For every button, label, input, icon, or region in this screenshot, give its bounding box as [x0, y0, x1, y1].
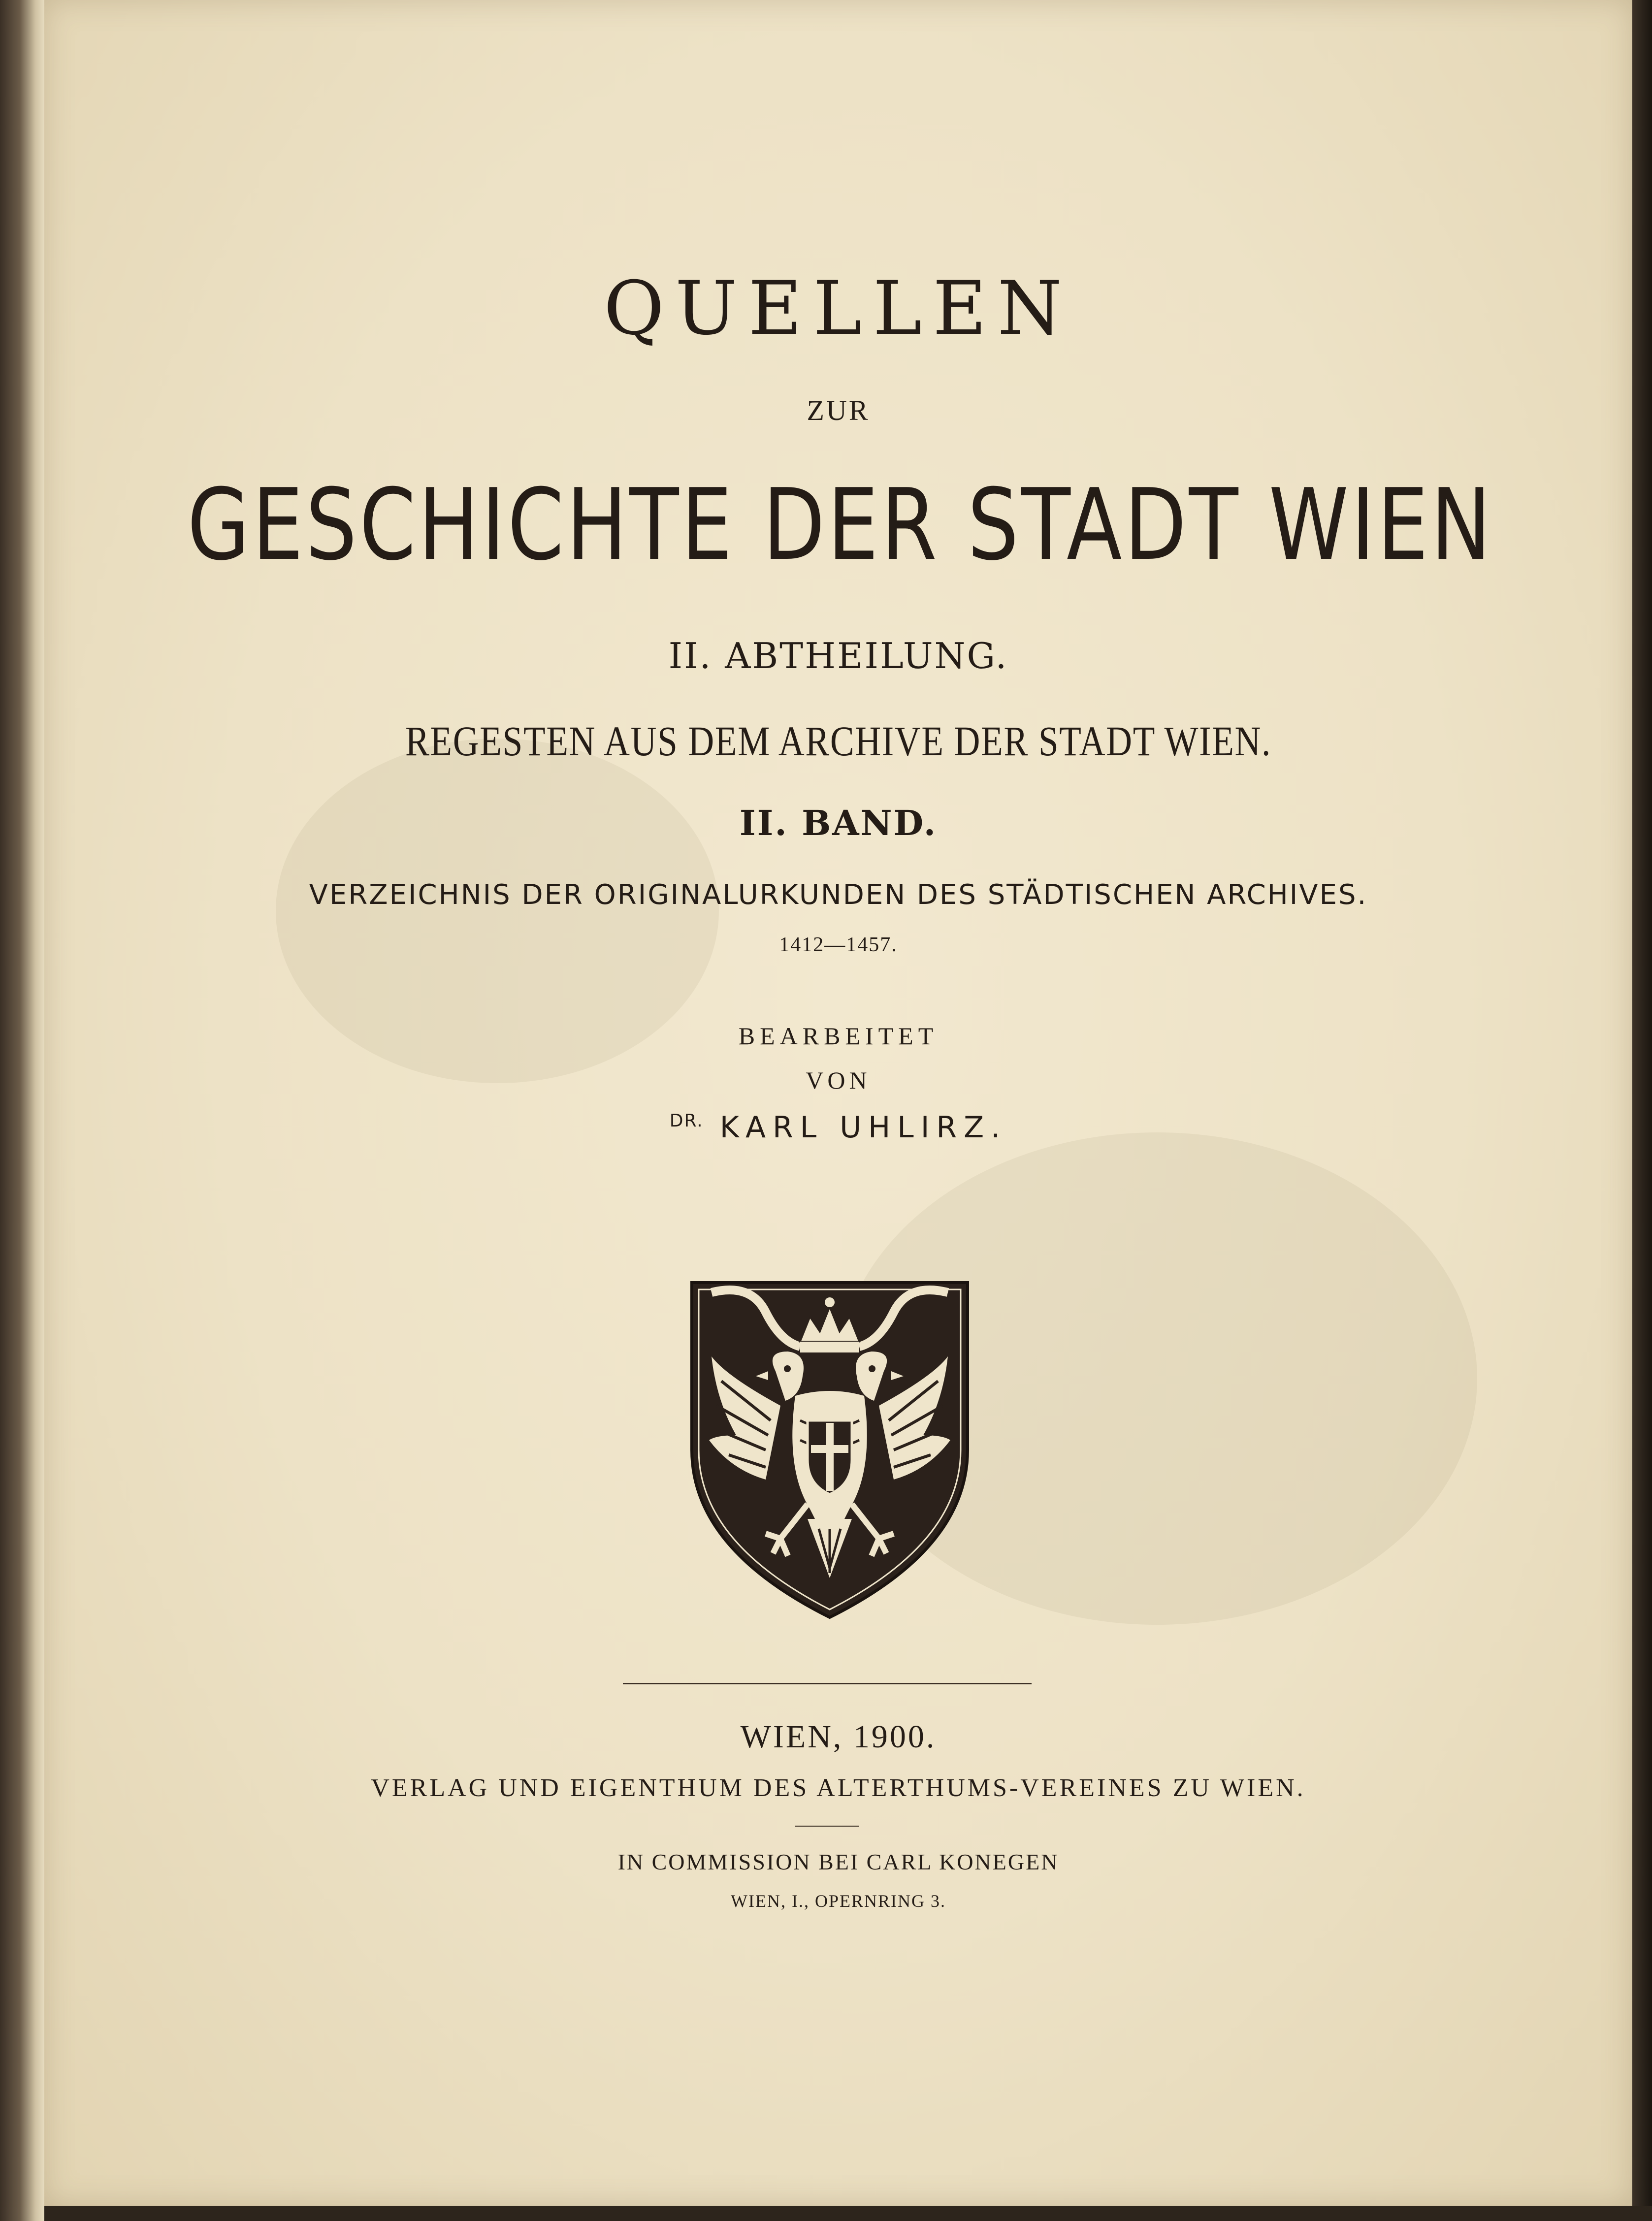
- volume-title: VERZEICHNIS DER ORIGINALURKUNDEN DES STÄDTISCHEN ARCHIVES.: [309, 879, 1368, 911]
- short-separator-rule: [795, 1826, 859, 1827]
- author-name: KARL UHLIRZ.: [719, 1110, 1007, 1145]
- imprint-address: WIEN, I., OPERNRING 3.: [731, 1891, 946, 1911]
- title-connector: ZUR: [807, 394, 870, 426]
- imprint-commission: IN COMMISSION BEI CARL KONEGEN: [617, 1849, 1059, 1874]
- imprint-place-year: WIEN, 1900.: [740, 1719, 937, 1755]
- year-range: 1412—1457.: [779, 933, 898, 956]
- page-edge-bottom: [44, 2206, 1652, 2221]
- author-title: DR.: [669, 1111, 704, 1131]
- author-line: [44, 1110, 1632, 1145]
- main-title: GESCHICHTE DER STADT WIEN: [187, 468, 1494, 582]
- imprint-publisher: VERLAG UND EIGENTHUM DES ALTERTHUMS-VEREINES ZU WIEN.: [371, 1774, 1306, 1802]
- by-label: VON: [806, 1066, 871, 1094]
- book-spine: [0, 0, 44, 2221]
- separator-rule: [623, 1683, 1032, 1684]
- volume-heading: II. BAND.: [739, 803, 938, 843]
- double-headed-eagle-coat-of-arms-icon: [682, 1273, 977, 1627]
- edited-label: BEARBEITET: [738, 1022, 939, 1050]
- division-title: REGESTEN AUS DEM ARCHIVE DER STADT WIEN.: [405, 717, 1272, 765]
- division-heading: II. ABTHEILUNG.: [668, 635, 1008, 676]
- series-title: QUELLEN: [604, 266, 1073, 352]
- page-edge-right: [1632, 0, 1652, 2221]
